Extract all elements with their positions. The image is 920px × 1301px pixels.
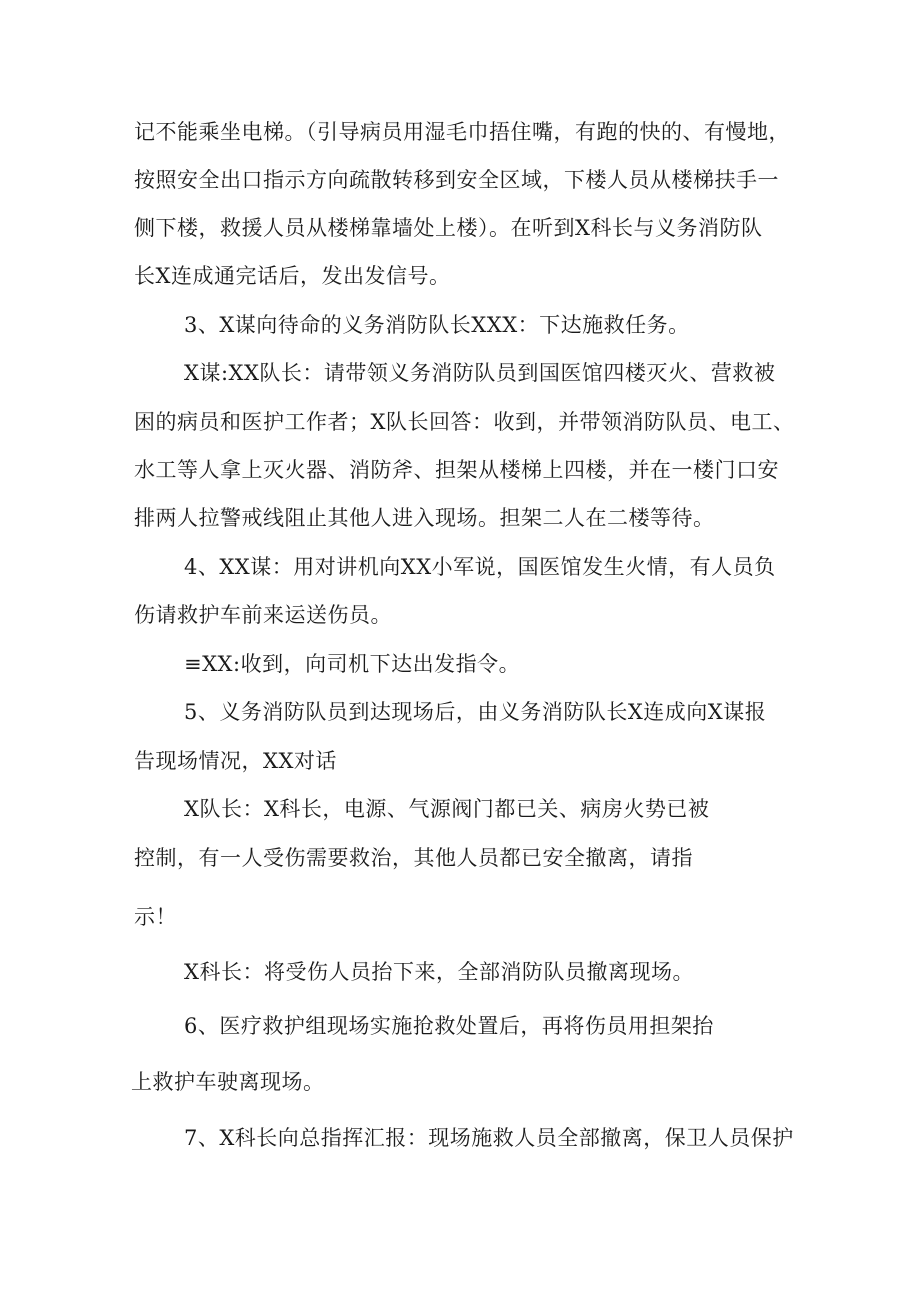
text-line: 告现场情况，XX对话 [134, 749, 337, 773]
text-line: 5、义务消防队员到达现场后，由义务消防队长X连成向X谋报 [184, 700, 767, 724]
text-line: ≡XX:收到，向司机下达出发指令。 [184, 652, 521, 676]
text-line: 困的病员和医护工作者；X队长回答：收到，并带领消防队员、电工、 [134, 410, 795, 434]
text-line: 记不能乘坐电梯。（引导病员用湿毛巾捂住嘴，有跑的快的、有慢地， [134, 120, 790, 144]
text-line: X队长：X科长，电源、气源阀门都已关、病房火势已被 [184, 797, 710, 821]
text-line: 按照安全出口指示方向疏散转移到安全区域，下楼人员从楼梯扶手一 [134, 168, 779, 192]
text-line: 6、医疗救护组现场实施抢救处置后，再将伤员用担架抬 [184, 1014, 714, 1038]
text-line: 长X连成通完话后，发出发信号。 [134, 264, 451, 288]
text-line: X科长：将受伤人员抬下来，全部消防队员撤离现场。 [184, 960, 694, 984]
text-line: 排两人拉警戒线阻止其他人进入现场。担架二人在二楼等待。 [134, 506, 715, 530]
text-line: 3、X谋向待命的义务消防队长XXX：下达施救任务。 [184, 313, 690, 337]
text-line: X谋:XX队长：请带领义务消防队员到国医馆四楼灭火、营救被 [184, 361, 776, 385]
text-line: 水工等人拿上灭火器、消防斧、担架从楼梯上四楼，并在一楼门口安 [134, 458, 779, 482]
text-line: 侧下楼，救援人员从楼梯靠墙处上楼）。在听到X科长与义务消防队 [134, 216, 763, 240]
text-line: 控制，有一人受伤需要救治，其他人员都已安全撤离，请指 [134, 846, 693, 870]
text-line: 7、X科长向总指挥汇报：现场施救人员全部撤离，保卫人员保护 [184, 1126, 794, 1150]
text-line: 上救护车驶离现场。 [131, 1070, 325, 1094]
text-line: 伤请救护车前来运送伤员。 [134, 603, 392, 627]
text-line: 示！ [134, 905, 177, 929]
text-line: 4、XX谋：用对讲机向XX小军说，国医馆发生火情，有人员负 [184, 555, 776, 579]
